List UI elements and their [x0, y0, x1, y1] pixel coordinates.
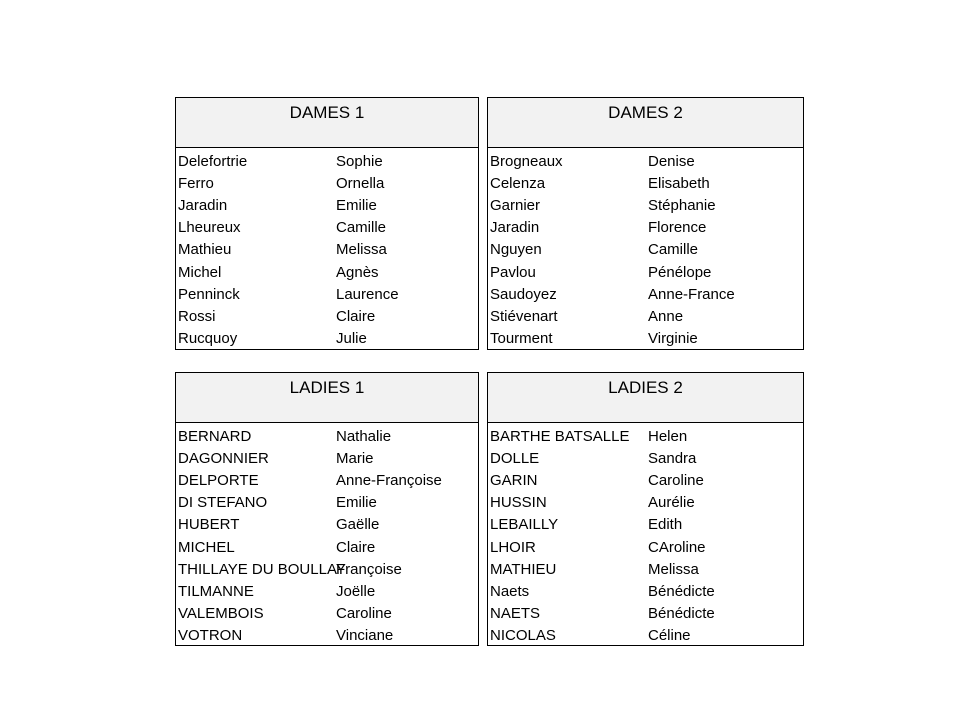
player-first-name: Vinciane: [336, 627, 394, 645]
player-last-name: Delefortrie: [178, 152, 248, 170]
player-last-name: TILMANNE: [178, 582, 254, 600]
player-first-name: Anne-France: [648, 285, 735, 303]
player-last-name: DAGONNIER: [178, 449, 269, 467]
player-last-name: BARTHE BATSALLE: [490, 427, 630, 445]
player-last-name: Michel: [178, 263, 222, 281]
player-first-name: Laurence: [336, 285, 399, 303]
player-first-name: Sophie: [336, 152, 383, 170]
player-row: [488, 217, 803, 239]
player-first-name: Emilie: [336, 196, 377, 214]
team-title: DAMES 2: [488, 98, 803, 148]
player-first-name: Camille: [648, 241, 699, 259]
player-last-name: DELPORTE: [178, 471, 259, 489]
player-row: [488, 172, 803, 194]
player-last-name: Ferro: [178, 174, 214, 192]
player-first-name: Marie: [336, 449, 374, 467]
player-row: [176, 261, 478, 283]
player-row: [176, 328, 478, 350]
team-table-ladies-1: [175, 372, 479, 646]
player-row: [488, 580, 803, 602]
player-first-name: Nathalie: [336, 427, 392, 445]
player-first-name: Caroline: [648, 471, 704, 489]
player-last-name: Nguyen: [490, 241, 542, 259]
player-last-name: NAETS: [490, 605, 541, 623]
player-first-name: Camille: [336, 219, 387, 237]
team-title: DAMES 1: [176, 98, 478, 148]
player-first-name: Melissa: [336, 241, 387, 259]
player-row: [176, 625, 478, 647]
player-row: [488, 558, 803, 580]
player-last-name: MICHEL: [178, 538, 235, 556]
player-last-name: LHOIR: [490, 538, 536, 556]
player-row: [176, 603, 478, 625]
player-row: [488, 283, 803, 305]
player-last-name: VOTRON: [178, 627, 243, 645]
player-first-name: Virginie: [648, 330, 698, 348]
player-first-name: Claire: [336, 538, 376, 556]
player-first-name: Agnès: [336, 263, 379, 281]
player-row: [488, 150, 803, 172]
player-last-name: BERNARD: [178, 427, 252, 445]
player-last-name: Jaradin: [178, 196, 228, 214]
player-row: [176, 217, 478, 239]
player-last-name: Penninck: [178, 285, 240, 303]
player-first-name: Anne: [648, 307, 684, 325]
player-row: [176, 283, 478, 305]
player-row: [488, 328, 803, 350]
player-first-name: Bénédicte: [648, 605, 715, 623]
player-last-name: VALEMBOIS: [178, 605, 264, 623]
player-last-name: Tourment: [490, 330, 553, 348]
player-row: [488, 447, 803, 469]
player-last-name: HUBERT: [178, 516, 240, 534]
player-row: [488, 194, 803, 216]
player-row: [176, 447, 478, 469]
player-last-name: DOLLE: [490, 449, 540, 467]
player-row: [488, 469, 803, 491]
player-last-name: MATHIEU: [490, 560, 557, 578]
player-last-name: Jaradin: [490, 219, 540, 237]
player-first-name: CAroline: [648, 538, 706, 556]
team-title: LADIES 2: [488, 373, 803, 423]
player-first-name: Sandra: [648, 449, 697, 467]
player-row: [488, 603, 803, 625]
player-last-name: Garnier: [490, 196, 541, 214]
team-table-dames-2: [487, 97, 804, 350]
player-row: [176, 514, 478, 536]
player-first-name: Ornella: [336, 174, 385, 192]
player-row: [176, 194, 478, 216]
team-table-dames-1: [175, 97, 479, 350]
player-row: [176, 150, 478, 172]
player-last-name: Naets: [490, 582, 530, 600]
player-first-name: Céline: [648, 627, 691, 645]
player-last-name: Brogneaux: [490, 152, 563, 170]
player-last-name: DI STEFANO: [178, 494, 268, 512]
team-title: LADIES 1: [176, 373, 478, 423]
player-row: [488, 305, 803, 327]
player-first-name: Bénédicte: [648, 582, 715, 600]
player-first-name: Pénélope: [648, 263, 712, 281]
player-row: [488, 239, 803, 261]
player-last-name: Rossi: [178, 307, 216, 325]
player-row: [488, 536, 803, 558]
player-first-name: Elisabeth: [648, 174, 710, 192]
player-last-name: NICOLAS: [490, 627, 556, 645]
player-first-name: Edith: [648, 516, 683, 534]
player-last-name: Stiévenart: [490, 307, 558, 325]
player-row: [176, 492, 478, 514]
player-row: [176, 305, 478, 327]
player-row: [488, 492, 803, 514]
player-last-name: Pavlou: [490, 263, 536, 281]
player-last-name: Lheureux: [178, 219, 241, 237]
player-first-name: Anne-Françoise: [336, 471, 442, 489]
player-list: [176, 148, 478, 350]
player-row: [176, 172, 478, 194]
player-row: [176, 239, 478, 261]
player-last-name: Saudoyez: [490, 285, 557, 303]
player-row: [176, 469, 478, 491]
player-row: [176, 536, 478, 558]
player-first-name: Claire: [336, 307, 376, 325]
player-first-name: Françoise: [336, 560, 402, 578]
player-last-name: THILLAYE DU BOULLAY: [178, 560, 346, 578]
player-first-name: Melissa: [648, 560, 699, 578]
player-row: [488, 625, 803, 647]
player-list: [488, 423, 803, 647]
player-last-name: Rucquoy: [178, 330, 238, 348]
player-first-name: Julie: [336, 330, 367, 348]
player-first-name: Emilie: [336, 494, 377, 512]
player-last-name: Mathieu: [178, 241, 232, 259]
player-first-name: Stéphanie: [648, 196, 716, 214]
player-list: [176, 423, 478, 647]
player-row: [176, 558, 478, 580]
player-first-name: Aurélie: [648, 494, 695, 512]
player-row: [488, 425, 803, 447]
player-row: [176, 580, 478, 602]
player-row: [488, 514, 803, 536]
player-last-name: HUSSIN: [490, 494, 547, 512]
player-first-name: Florence: [648, 219, 707, 237]
player-first-name: Helen: [648, 427, 688, 445]
player-first-name: Caroline: [336, 605, 392, 623]
player-last-name: Celenza: [490, 174, 546, 192]
player-list: [488, 148, 803, 350]
player-last-name: GARIN: [490, 471, 538, 489]
player-last-name: LEBAILLY: [490, 516, 559, 534]
player-first-name: Gaëlle: [336, 516, 380, 534]
player-row: [488, 261, 803, 283]
player-first-name: Joëlle: [336, 582, 376, 600]
player-first-name: Denise: [648, 152, 695, 170]
player-row: [176, 425, 478, 447]
team-table-ladies-2: [487, 372, 804, 646]
